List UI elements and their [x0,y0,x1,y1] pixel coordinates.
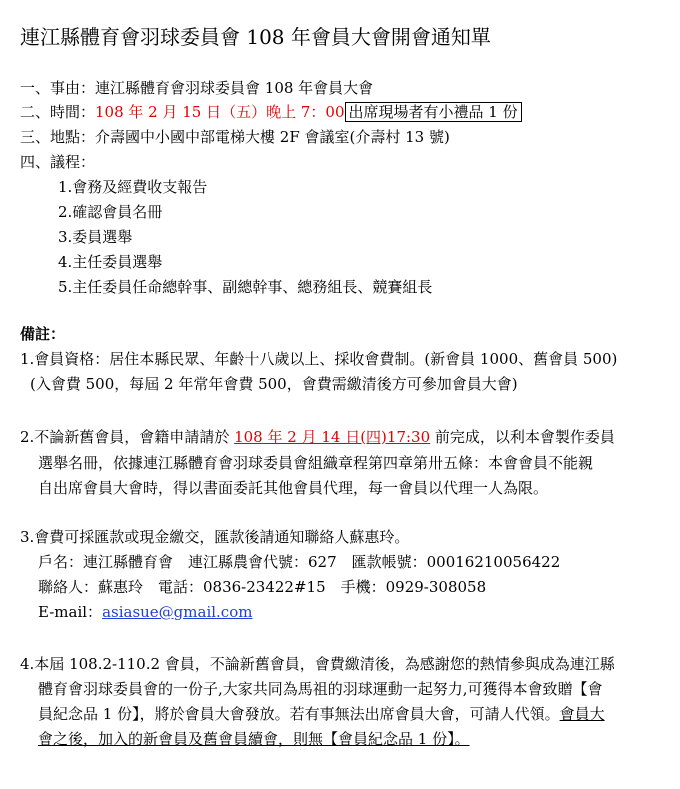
item-time-value: 108 年 2 月 15 日（五）晚上 7：00 [95,103,345,121]
note-4-line-3 [38,704,605,724]
note-2-line-3: 自出席會員大會時，得以書面委託其他會員代理，每一會員以代理一人為限。 [38,479,549,497]
email-label: E-mail： [38,603,103,621]
agenda-item: 3.委員選舉 [58,228,133,246]
note-1-line-2: (入會費 500，每屆 2 年常年會費 500，會費需繳清後方可參加會員大會) [30,375,518,393]
agenda-item: 2.確認會員名冊 [58,203,163,221]
page-title: 連江縣體育會羽球委員會 108 年會員大會開會通知單 [20,25,491,49]
note-3-account: 戶名：連江縣體育會 連江縣農會代號：627 匯款帳號：00016210056422 [38,553,561,571]
item-time [20,102,522,122]
note-4-line-3-text: 員紀念品 1 份】，將於會員大會發放。若有事無法出席會員大會，可請人代領。 [38,705,560,723]
note-3-contact: 聯絡人：蘇惠玲 電話：0836-23422#15 手機：0929-308058 [38,578,487,596]
agenda-item: 4.主任委員選舉 [58,253,163,271]
note-2-line-1 [20,427,615,447]
note-4-line-2: 體育會羽球委員會的一份子,大家共同為馬祖的羽球運動一起努力,可獲得本會致贈【會 [38,680,603,698]
item-place: 三、地點：介壽國中小國中部電梯大樓 2F 會議室(介壽村 13 號) [20,128,450,146]
note-2-deadline: 108 年 2 月 14 日(四)17:30 [234,428,431,446]
email-link[interactable]: asiasue@gmail.com [102,603,253,621]
item-matter: 一、事由：連江縣體育會羽球委員會 108 年會員大會 [20,79,374,97]
note-2-line-2: 選舉名冊，依據連江縣體育會羽球委員會組織章程第四章第卅五條：本會會員不能親 [38,454,594,472]
note-4-line-4: 會之後，加入的新會員及舊會員續會，則無【會員紀念品 1 份】。 [38,730,470,748]
notes-heading: 備註： [20,325,66,343]
note-3-line-1: 3.會費可採匯款或現金繳交，匯款後請通知聯絡人蘇惠玲。 [20,528,410,546]
agenda-item: 5.主任委員任命總幹事、副總幹事、總務組長、競賽組長 [58,278,433,296]
note-3-email-row [38,602,252,622]
note-4-line-1: 4.本屆 108.2-110.2 會員，不論新舊會員，會費繳清後，為感謝您的熱情參與成為連江縣 [20,655,615,673]
agenda-item: 1.會務及經費收支報告 [58,178,208,196]
note-1-line-1: 1.會員資格：居住本縣民眾、年齡十八歲以上、採收會費制。(新會員 1000、舊會員 500) [20,350,618,368]
item-time-label: 二、時間： [20,103,96,121]
gift-notice-box: 出席現場者有小禮品 1 份 [345,102,522,122]
item-agenda-label: 四、議程： [20,153,96,171]
note-2-suffix: 前完成，以利本會製作委員 [430,428,615,446]
note-4-line-3-underlined: 會員大 [559,705,605,723]
note-2-prefix: 2.不論新舊會員，會籍申請請於 [20,428,235,446]
